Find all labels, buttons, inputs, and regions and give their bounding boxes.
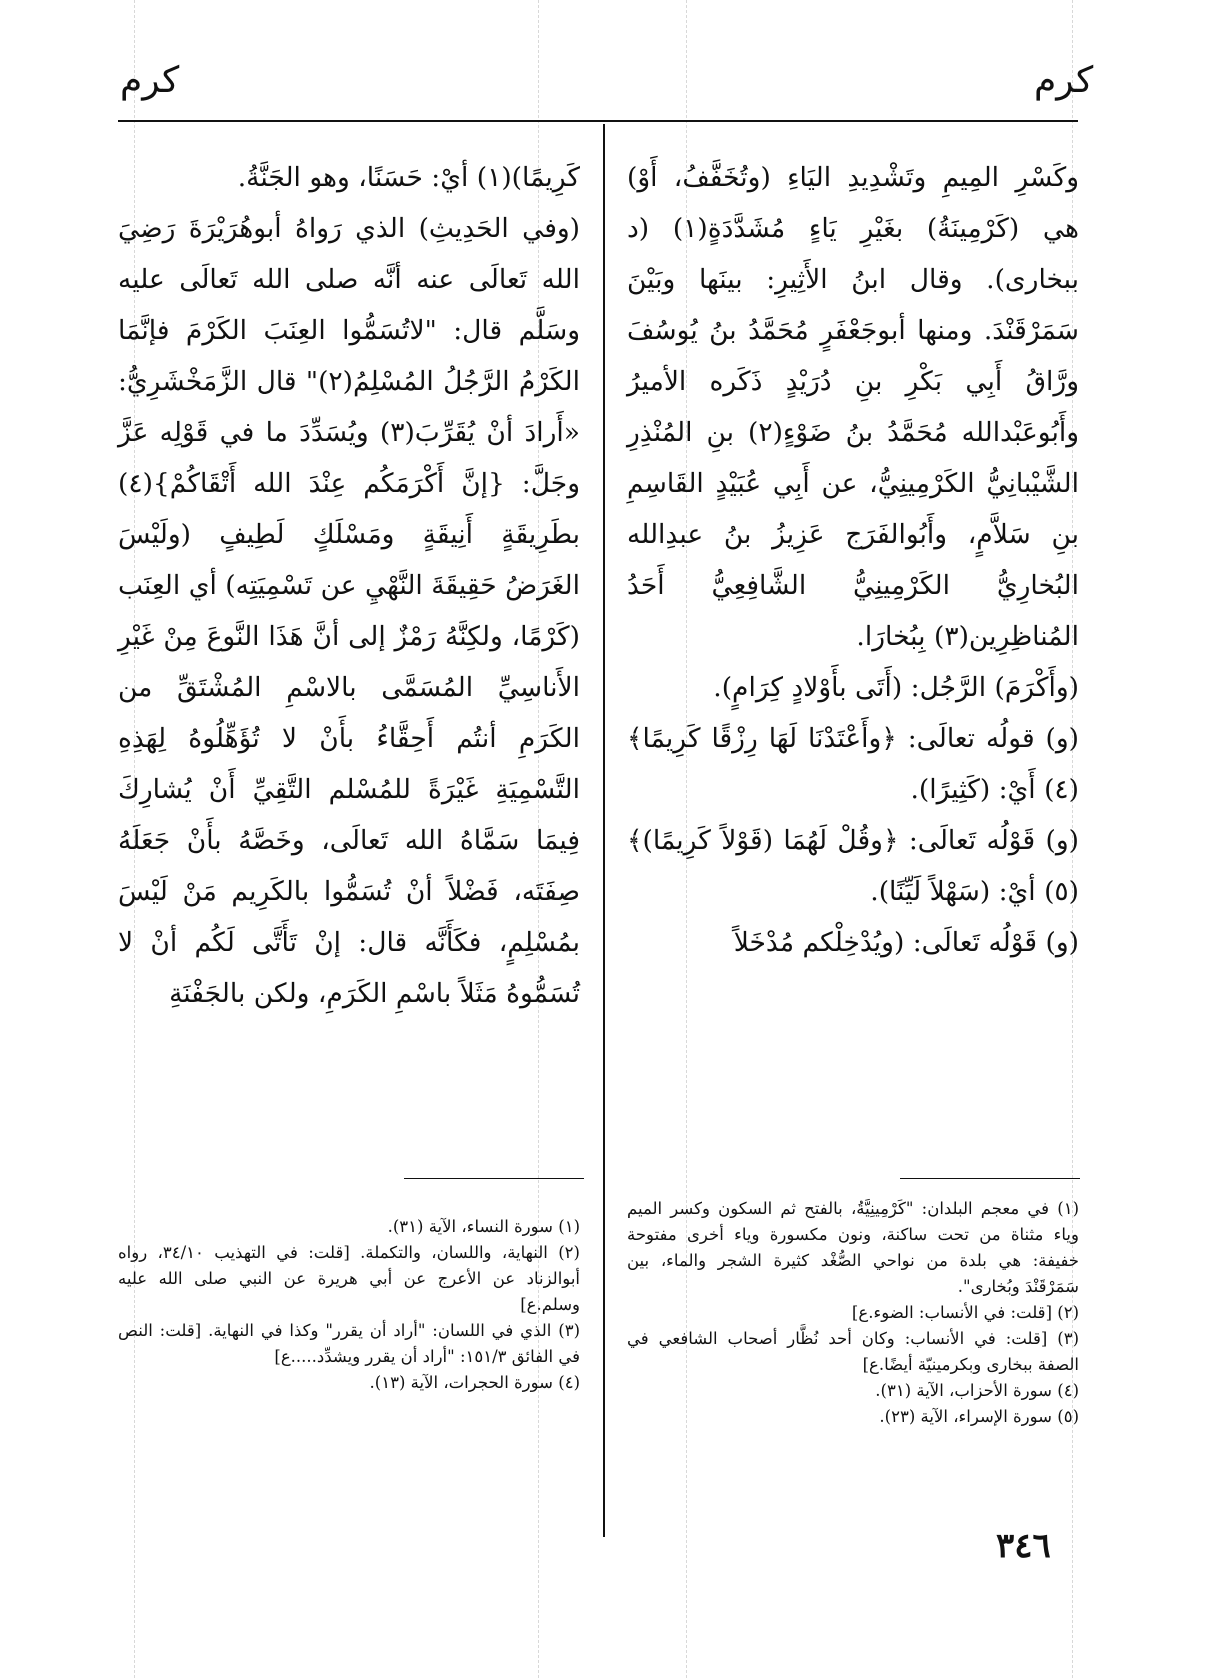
footnote-rule-left [404, 1178, 584, 1179]
column-divider [603, 124, 605, 1537]
page-number: ٣٤٦ [996, 1526, 1051, 1566]
footnote: (١) في معجم البلدان: "كَرْمِينِيَّةُ، بالفتح ثم السكون وكسر الميم وياء مثناة من تحت ساكنة، ونون مكسورة وياء أخرى مفتوحة خفيفة: هي بلدة من نواحي الصُّغْد كثيرة الشجر والماء، بين سَمَرْقَنْدَ وبُخارى". [627, 1199, 1079, 1296]
footnote: (٣) الذي في اللسان: "أراد أن يقرر" وكذا في النهاية. [قلت: النص في الفائق ١٥١/٣: "أراد أن يقرر ويشدِّد.....ع] [118, 1321, 580, 1366]
footnote: (٤) سورة الحجرات، الآية (١٣). [369, 1373, 580, 1392]
running-head-left: كرم [120, 60, 180, 101]
right-column [627, 152, 1079, 968]
footnote-rule-right [900, 1178, 1080, 1179]
header-rule [118, 120, 1078, 122]
footnotes-left [118, 1214, 580, 1396]
right-column-paragraph: وكَسْرِ المِيمِ وتَشْدِيدِ اليَاءِ (وتُخَفَّفُ، أَوْ) هي (كَرْمِينَةُ) بغَيْرِ يَاءٍ مُشَدَّدَةٍ(١) (د ببخارى). وقال ابنُ الأَثِيرِ: بينَها وبَيْنَ سَمَرْقَنْدَ. ومنها أبوجَعْفَرٍ مُحَمَّدُ بنُ يُوسُفَ ورَّاقُ أَبِي بَكْرِ بنِ دُرَيْدٍ ذَكَره الأميرُ وأَبُوعَبْدالله مُحَمَّدُ بنُ ضَوْءٍ(٢) بنِ المُنْذِرِ الشَّيْبانِيُّ الكَرْمِينِيُّ، عن أَبِي عُبَيْدٍ القَاسِمِ بنِ سَلاَّمٍ، وأَبُوالفَرَج عَزِيزُ بنُ عبدِالله البُخارِيُّ الكَرْمِينِيُّ الشَّافِعِيُّ أَحَدُ المُناظِرِين(٣) بِبُخارَا. [627, 162, 1079, 652]
footnote: (٤) سورة الأحزاب، الآية (٣١). [875, 1381, 1079, 1400]
left-column [118, 152, 580, 1019]
footnote: (٢) النهاية، واللسان، والتكملة. [قلت: في التهذيب ٣٤/١٠، رواه أبوالزناد عن الأعرج عن أبي هريرة عن النبي صلى الله عليه وسلم.ع] [118, 1243, 580, 1314]
running-head-right: كرم [1034, 60, 1094, 101]
footnote: (٥) سورة الإسراء، الآية (٢٣). [879, 1407, 1079, 1426]
footnote: (٣) [قلت: في الأنساب: وكان أحد نُظَّار أصحاب الشافعي في الصفة ببخارى وبكرمينيّة أيضًا.ع] [627, 1329, 1079, 1374]
right-column-paragraph: (وأَكْرَمَ) الرَّجُل: (أَتَى بأَوْلادٍ كِرَامٍ). [713, 672, 1079, 703]
right-column-paragraph: (و) قَوْلُه تَعالَى: (ويُدْخِلْكم مُدْخَلاً [733, 927, 1079, 958]
footnotes-right [627, 1196, 1079, 1430]
footnote: (١) سورة النساء، الآية (٣١). [387, 1217, 580, 1236]
left-column-paragraph: كَرِيمًا)(١) أيْ: حَسَنًا، وهو الجَنَّةُ. [237, 162, 580, 193]
footnote: (٢) [قلت: في الأنساب: الضوء.ع] [851, 1303, 1079, 1322]
right-column-paragraph: (و) قولُه تعالَى: ﴿وأَعْتَدْنَا لَهَا رِزْقًا كَرِيمًا﴾(٤) أَيْ: (كَثِيرًا). [627, 723, 1079, 805]
left-column-paragraph: (وفي الحَدِيثِ) الذي رَواهُ أبوهُرَيْرَةَ رَضِيَ الله تَعالَى عنه أنَّه صلى الله تَعالَى عليه وسَلَّم قال: "لاتُسَمُّوا العِنَبَ الكَرْمَ فإنَّمَا الكَرْمُ الرَّجُلُ المُسْلِمُ(٢)" قال الزَّمَخْشَرِيُّ: «أَرادَ أنْ يُقَرِّبَ(٣) ويُسَدِّدَ ما في قَوْلِه عَزَّ وجَلَّ: {إنَّ أَكْرَمَكُم عِنْدَ الله أَتْقَاكُمْ}(٤) بطَرِيقَةٍ أَنِيقَةٍ ومَسْلَكٍ لَطِيفٍ (ولَيْسَ الغَرَضُ حَقِيقَةَ النَّهْيِ عن تَسْمِيَتِه) أي العِنَب (كَرْمًا، ولكِنَّهُ رَمْزٌ إلى أنَّ هَذَا النَّوعَ مِنْ غَيْرِ الأَناسِيِّ المُسَمَّى بالاسْمِ المُشْتَقِّ من الكَرَمِ أنتُم أَحِقَّاءُ بأَنْ لا تُؤَهِّلُوهُ لِهَذِهِ التَّسْمِيَةِ غَيْرَةً للمُسْلم التَّقِيِّ أَنْ يُشارِكَ فِيمَا سَمَّاهُ الله تَعالَى، وخَصَّهُ بأَنْ جَعَلَهُ صِفَتَه، فَضْلاً أنْ تُسَمُّوا بالكَرِيم مَنْ لَيْسَ بمُسْلِمٍ، فكَأَنَّه قال: إنْ تَأَتَّى لَكُم أنْ لا تُسَمُّوهُ مَثَلاً باسْمِ الكَرَمِ، ولكن بالجَفْنَةِ [118, 213, 580, 1009]
right-column-paragraph: (و) قَوْلُه تَعالَى: ﴿وقُلْ لَهُمَا (قَوْلاً كَرِيمًا)﴾(٥) أيْ: (سَهْلاً لَيِّنًا). [627, 825, 1079, 907]
